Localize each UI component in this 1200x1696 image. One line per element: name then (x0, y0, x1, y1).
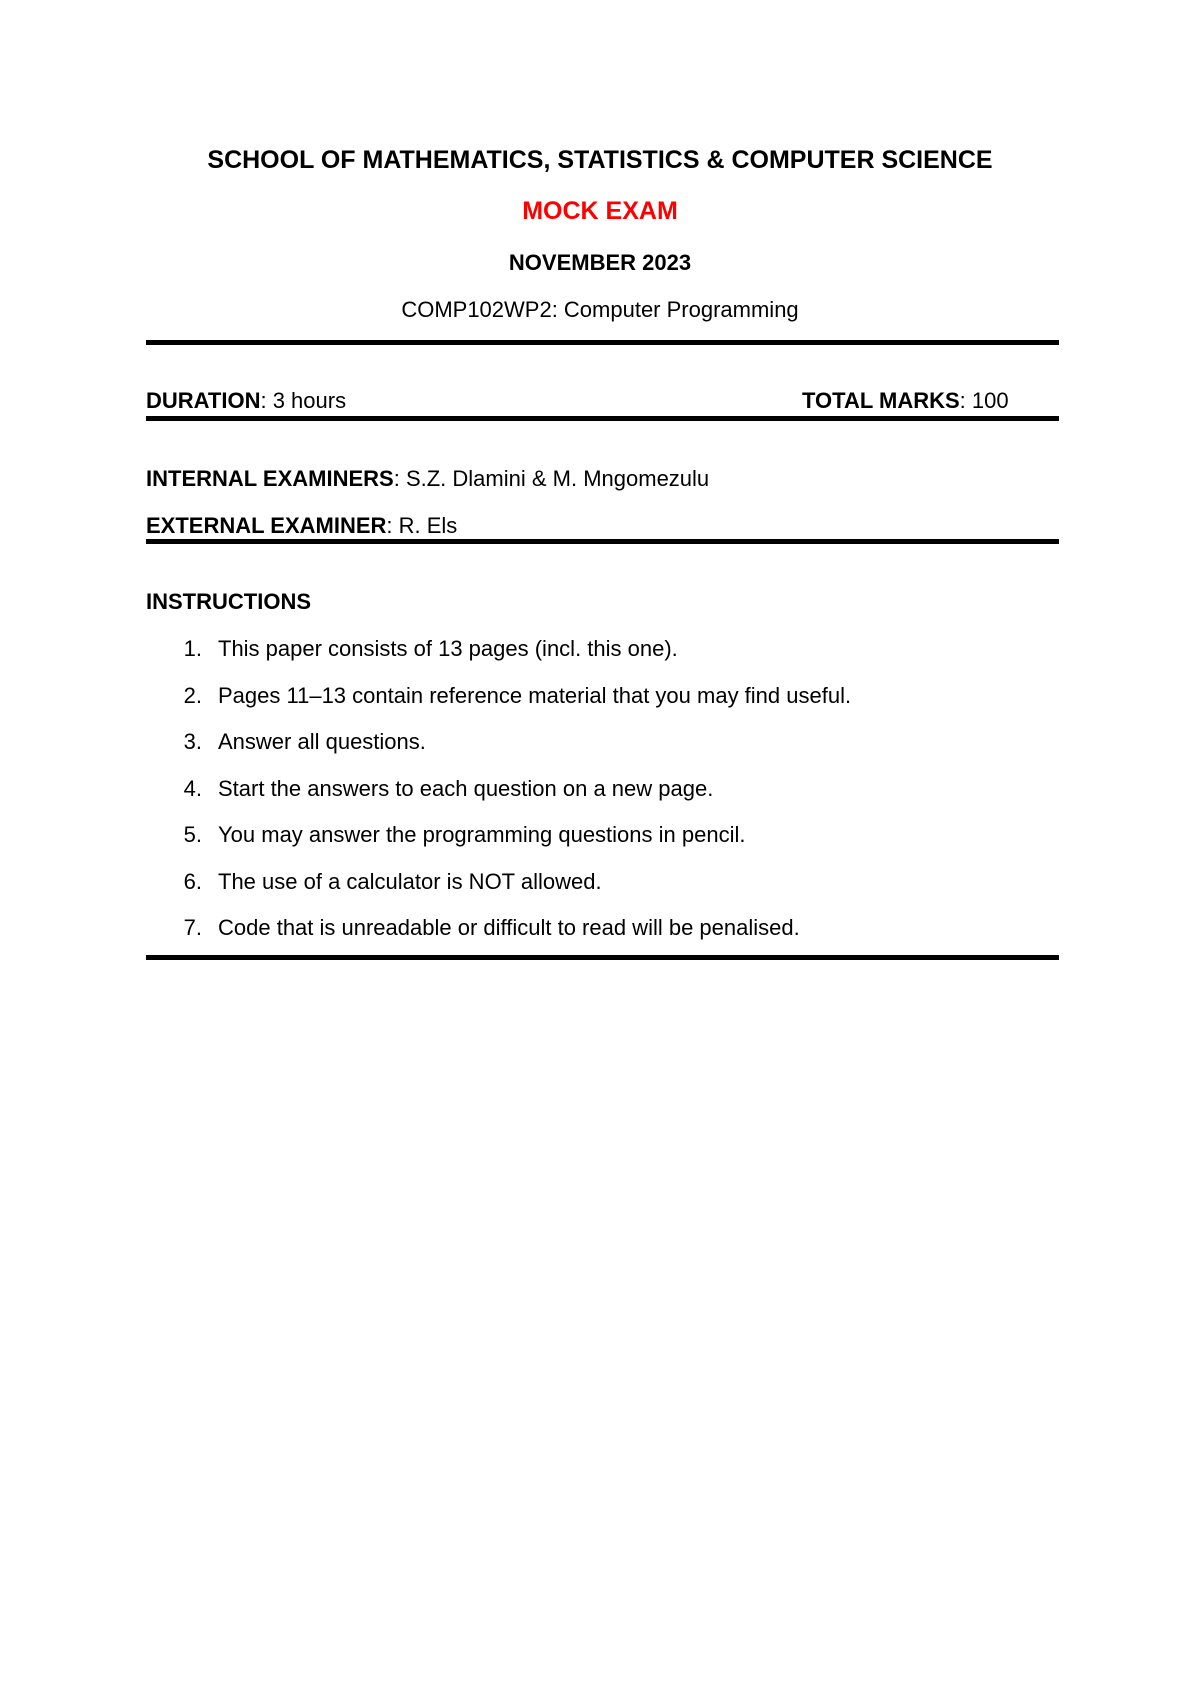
total-marks-value: : 100 (959, 388, 1009, 413)
instruction-text: This paper consists of 13 pages (incl. this one). (218, 636, 678, 661)
divider-rule (146, 539, 1059, 544)
duration-value: : 3 hours (260, 388, 347, 413)
exam-date: NOVEMBER 2023 (508, 250, 692, 275)
instruction-text: Code that is unreadable or difficult to read will be penalised. (218, 915, 800, 940)
internal-examiners-row (146, 466, 709, 492)
instruction-number: 5. (183, 822, 202, 847)
instruction-number: 2. (183, 682, 202, 708)
exam-type-title: MOCK EXAM (522, 197, 678, 225)
instruction-text: The use of a calculator is NOT allowed. (218, 868, 602, 894)
school-title: SCHOOL OF MATHEMATICS, STATISTICS & COMPUTER SCIENCE (207, 146, 993, 174)
instructions-heading: INSTRUCTIONS (146, 589, 311, 614)
external-examiner-value: : R. Els (386, 513, 458, 538)
duration-row (146, 388, 346, 414)
external-examiner-label: EXTERNAL EXAMINER (146, 513, 387, 538)
divider-rule (146, 416, 1059, 421)
duration-label: DURATION (146, 388, 261, 413)
total-marks-label: TOTAL MARKS (802, 388, 960, 413)
internal-examiners-label: INTERNAL EXAMINERS (146, 466, 394, 491)
instruction-text: You may answer the programming questions in pencil. (218, 822, 746, 847)
instruction-number: 7. (183, 915, 202, 940)
total-marks-row (802, 388, 1009, 414)
divider-rule (146, 955, 1059, 960)
internal-examiners-value: : S.Z. Dlamini & M. Mngomezulu (393, 466, 710, 491)
instruction-text: Start the answers to each question on a new page. (218, 775, 714, 801)
course-title: COMP102WP2: Computer Programming (401, 297, 799, 322)
instruction-number: 1. (183, 636, 202, 661)
instruction-number: 3. (183, 729, 202, 754)
divider-rule (146, 340, 1059, 345)
instruction-text: Pages 11–13 contain reference material that you may find useful. (218, 682, 852, 708)
instruction-number: 4. (183, 775, 202, 801)
instruction-text: Answer all questions. (218, 729, 426, 754)
instruction-number: 6. (183, 868, 202, 894)
external-examiner-row (146, 513, 457, 539)
